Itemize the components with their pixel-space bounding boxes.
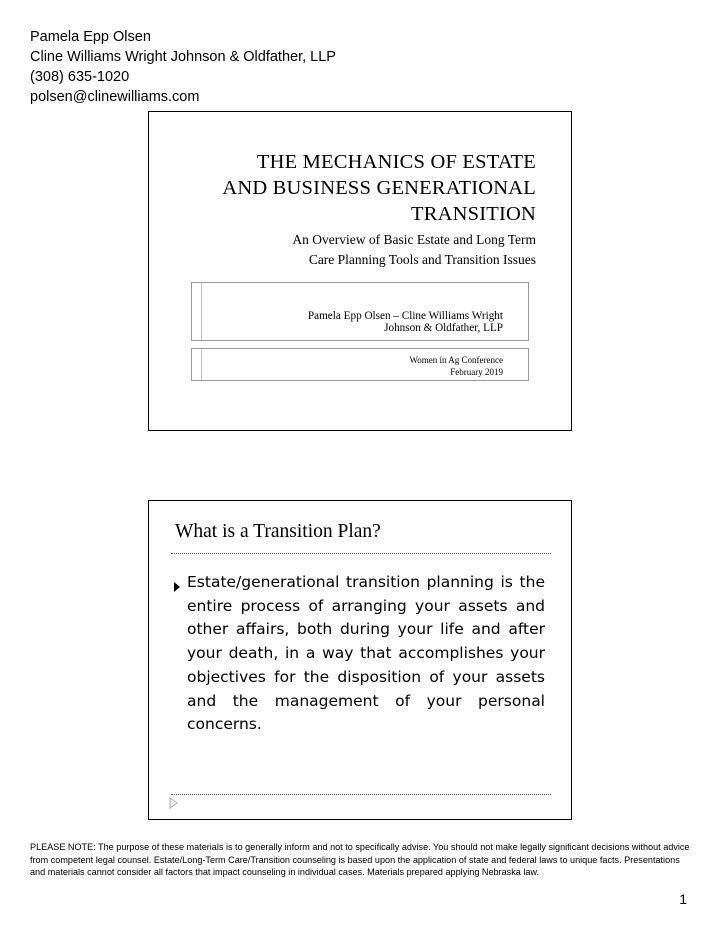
presenter-box: [191, 282, 529, 341]
content-slide: [148, 500, 572, 820]
slide-subtitle-line: An Overview of Basic Estate and Long Term: [292, 232, 536, 247]
page-number: 1: [679, 891, 687, 907]
phone-number: (308) 635-1020: [30, 69, 130, 85]
slide-title-line: TRANSITION: [411, 203, 536, 225]
slide-title-line: AND BUSINESS GENERATIONAL: [222, 177, 536, 199]
event-name: Women in Ag Conference: [409, 355, 503, 365]
presenter-line: Pamela Epp Olsen – Cline Williams Wright: [307, 310, 503, 322]
divider: [171, 553, 551, 554]
event-box: [191, 348, 529, 381]
title-slide: [148, 111, 572, 431]
outline-arrow-icon: [169, 797, 179, 809]
slide-title: [176, 149, 536, 227]
event-date: February 2019: [450, 367, 503, 377]
legal-notice: PLEASE NOTE: The purpose of these materials is to generally inform and not to specifically advise. You should not make legally significant decisions without advice from competent legal counsel. Estate/Long-Term Care/Transition counseling is based upon the application of state and federal laws to unique facts. Presentations and materials cannot consider all factors that impact counseling in individual cases. Materials prepared applying Nebraska law.: [30, 842, 690, 877]
slide-heading: What is a Transition Plan?: [175, 521, 381, 542]
event-text: [223, 354, 503, 378]
divider: [171, 794, 551, 795]
email-address: polsen@clinewilliams.com: [30, 89, 200, 105]
slide-subtitle-line: Care Planning Tools and Transition Issues: [308, 252, 536, 267]
law-firm: Cline Williams Wright Johnson & Oldfather, LLP: [30, 49, 336, 65]
presenter-line: Johnson & Oldfather, LLP: [384, 322, 503, 334]
author-name: Pamela Epp Olsen: [30, 29, 151, 45]
presenter-text: [223, 310, 503, 334]
bullet-arrow-icon: [174, 582, 180, 592]
slide-title-line: THE MECHANICS OF ESTATE: [256, 151, 536, 173]
slide-subtitle: [176, 230, 536, 270]
bullet-text: Estate/generational transition planning is the entire process of arranging your assets and other affairs, both during your life and after your death, in a way that accomplishes your objectives for the disposition of your assets and the management of your personal concerns.: [187, 573, 545, 734]
contact-header: [30, 27, 336, 107]
